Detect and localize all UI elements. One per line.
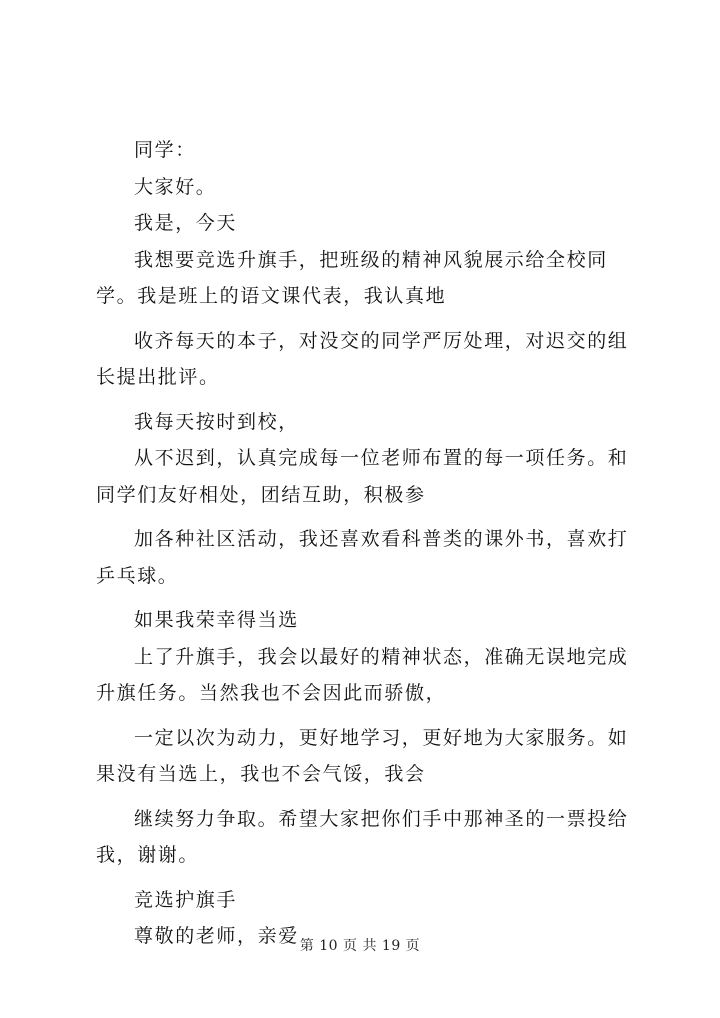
- paragraph-greeting: 同学：: [134, 139, 196, 161]
- paragraph-closing: 继续努力争取。希望大家把你们手中那神圣的一票投给我，谢谢。: [96, 807, 629, 866]
- paragraph-intro: 我是，今天: [134, 212, 238, 234]
- paragraph-tasks: 从不迟到，认真完成每一位老师布置的每一项任务。和同学们友好相处，团结互助，积极参: [96, 447, 629, 506]
- paragraph-if-elected: 如果我荣幸得当选: [134, 609, 299, 631]
- paragraph-salutation: 尊敬的老师，亲爱: [134, 925, 299, 947]
- paragraph-motivation: 一定以次为动力，更好地学习，更好地为大家服务。如果没有当选上，我也不会气馁，我会: [96, 726, 629, 785]
- paragraph-promise: 上了升旗手，我会以最好的精神状态，准确无误地完成升旗任务。当然我也不会因此而骄傲，: [96, 645, 629, 704]
- page-footer: 第 10 页 共 19 页: [299, 938, 421, 954]
- paragraph-homework: 收齐每天的本子，对没交的同学严厉处理，对迟交的组长提出批评。: [96, 329, 629, 388]
- section-heading: 竞选护旗手: [134, 888, 238, 911]
- paragraph-hello: 大家好。: [134, 175, 217, 198]
- paragraph-campaign: 我想要竞选升旗手，把班级的精神风貌展示给全校同学。我是班上的语文课代表，我认真地: [96, 248, 608, 307]
- document-body: [96, 132, 644, 955]
- paragraph-activities: 加各种社区活动，我还喜欢看科普类的课外书，喜欢打乒乓球。: [96, 528, 629, 587]
- paragraph-punctual: 我每天按时到校，: [134, 410, 299, 433]
